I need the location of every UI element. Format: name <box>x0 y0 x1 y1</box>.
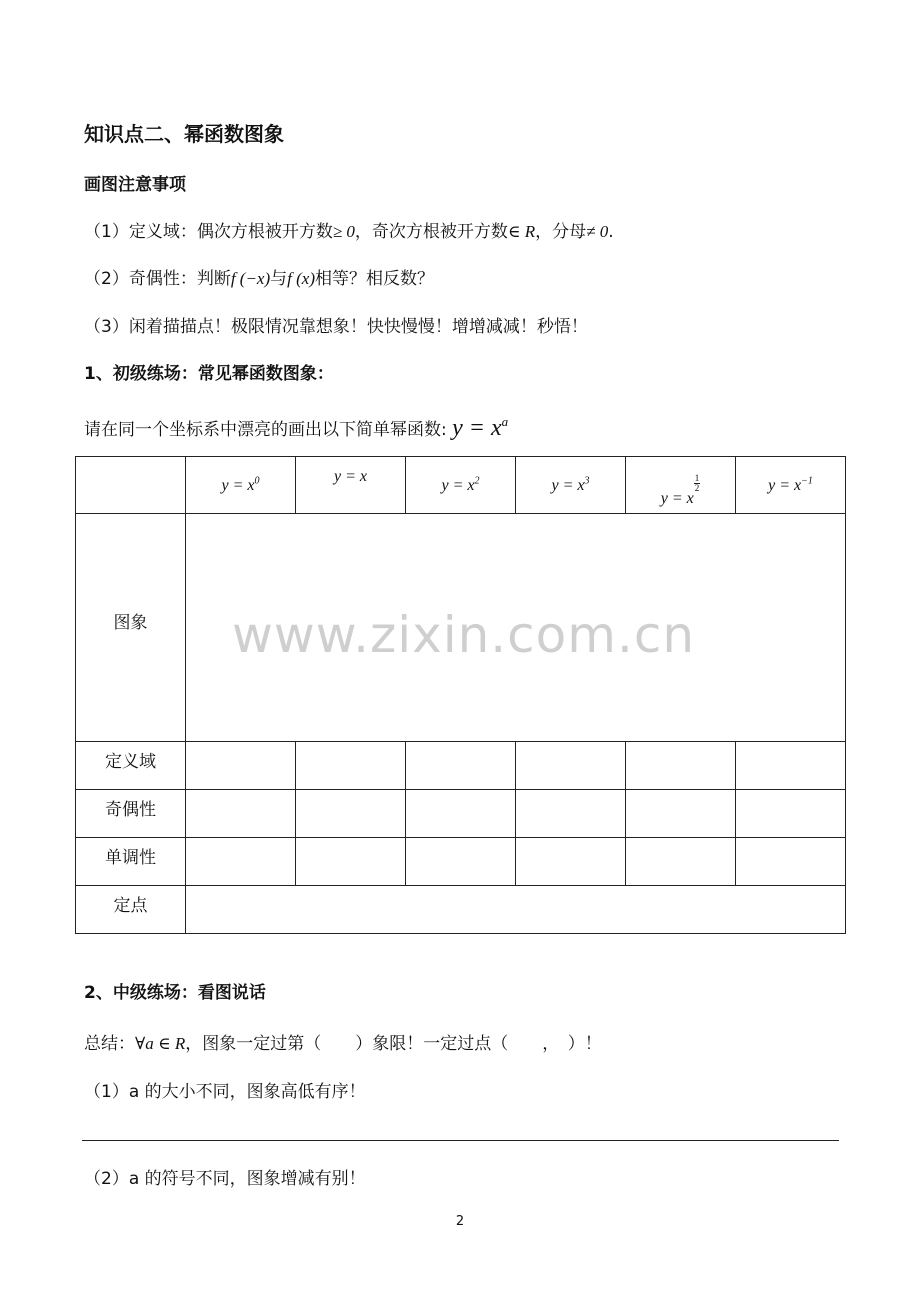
header-cell-x-half <box>626 457 736 514</box>
fraction-numerator: 1 <box>694 473 700 483</box>
watermark: www.zixin.com.cn <box>232 606 696 664</box>
header-cell-x2 <box>406 457 516 514</box>
answer-cell[interactable] <box>296 790 406 838</box>
monotonicity-row <box>76 838 846 886</box>
header-base: y = x <box>441 477 475 494</box>
practice2-item-1: （1）a 的大小不同，图象高低有序！ <box>84 1082 366 1102</box>
answer-cell[interactable] <box>186 790 296 838</box>
fixed-point-row <box>76 886 846 934</box>
summary-text: ，图象一定过第（ ）象限！一定过点（ ， ）！ <box>185 1034 602 1054</box>
summary-prefix: 总结： <box>84 1034 135 1054</box>
row-label-fixed-point: 定点 <box>76 886 186 934</box>
fixed-point-answer-cell[interactable] <box>186 886 846 934</box>
header-base: y = x <box>551 477 585 494</box>
header-base: y = x <box>768 477 802 494</box>
note-item-1-math-ne-zero: ≠ 0 <box>586 222 609 241</box>
note-item-2-math-f-neg-x: f (−x) <box>230 269 271 288</box>
table-corner-cell <box>76 457 186 514</box>
answer-cell[interactable] <box>516 790 626 838</box>
parity-row <box>76 790 846 838</box>
header-exp: 0 <box>254 475 260 487</box>
answer-cell[interactable] <box>186 742 296 790</box>
practice1-heading: 1、初级练场：常见幂函数图象： <box>84 364 334 384</box>
row-label-domain: 定义域 <box>76 742 186 790</box>
practice2-item-2: （2）a 的符号不同，图象增减有别！ <box>84 1169 366 1189</box>
note-item-2-math-f-x: f (x) <box>287 269 315 288</box>
answer-cell[interactable] <box>736 838 846 886</box>
answer-cell[interactable] <box>736 742 846 790</box>
practice1-formula-exp: a <box>501 414 509 429</box>
answer-cell[interactable] <box>626 742 736 790</box>
header-cell-x-neg1 <box>736 457 846 514</box>
note-item-1-mid2: ，分母 <box>535 222 587 242</box>
note-item-1 <box>84 217 614 242</box>
row-label-monotonicity: 单调性 <box>76 838 186 886</box>
row-label-parity: 奇偶性 <box>76 790 186 838</box>
header-exp: 2 <box>474 475 480 487</box>
header-exp: −1 <box>801 475 813 487</box>
page-number: 2 <box>455 1214 465 1229</box>
answer-cell[interactable] <box>406 838 516 886</box>
header-exp: 3 <box>584 475 590 487</box>
table-header-row <box>76 457 846 514</box>
answer-cell[interactable] <box>736 790 846 838</box>
header-cell-x1 <box>296 457 406 514</box>
practice1-formula-base: y = x <box>452 415 502 441</box>
answer-cell[interactable] <box>406 790 516 838</box>
note-item-1-math-ge-zero: ≥ 0 <box>332 222 355 241</box>
practice2-heading: 2、中级练场：看图说话 <box>84 983 266 1003</box>
practice1-formula <box>452 415 508 441</box>
note-item-1-mid: ，奇次方根被开方数 <box>354 222 508 242</box>
header-cell-x3 <box>516 457 626 514</box>
answer-cell[interactable] <box>516 742 626 790</box>
answer-cell[interactable] <box>626 790 736 838</box>
note-item-1-math-in-r: ∈ R <box>507 222 536 241</box>
answer-cell[interactable] <box>406 742 516 790</box>
row-label-graph: 图象 <box>76 514 186 742</box>
summary-math-for-all-a: ∀a ∈ R <box>135 1034 186 1053</box>
header-base: y = x <box>221 477 255 494</box>
practice1-instruction-text: 请在同一个坐标系中漂亮的画出以下简单幂函数: <box>84 420 447 440</box>
header-cell-x0 <box>186 457 296 514</box>
domain-row <box>76 742 846 790</box>
answer-cell[interactable] <box>516 838 626 886</box>
note-item-2 <box>84 264 434 289</box>
note-item-3: （3）闲着描描点！极限情况靠想象！快快慢慢！增增减减！秒悟！ <box>84 317 588 337</box>
divider-line <box>82 1140 839 1141</box>
header-exp-fraction <box>694 474 701 493</box>
power-function-table <box>75 456 846 934</box>
note-item-2-mid: 与 <box>270 269 288 289</box>
header-base: y = x <box>334 468 367 485</box>
header-base: y = x <box>660 490 694 507</box>
answer-cell[interactable] <box>626 838 736 886</box>
note-item-1-prefix: （1）定义域：偶次方根被开方数 <box>84 222 333 242</box>
notes-heading: 画图注意事项 <box>84 175 186 195</box>
note-item-2-prefix: （2）奇偶性：判断 <box>84 269 231 289</box>
practice2-summary <box>84 1029 602 1054</box>
practice1-instruction <box>84 414 508 442</box>
note-item-1-end: . <box>608 222 614 242</box>
answer-cell[interactable] <box>296 742 406 790</box>
section-title: 知识点二、幂函数图象 <box>84 122 284 146</box>
fraction-denominator: 2 <box>694 483 700 493</box>
answer-cell[interactable] <box>296 838 406 886</box>
answer-cell[interactable] <box>186 838 296 886</box>
note-item-2-end: 相等？相反数？ <box>314 269 434 289</box>
